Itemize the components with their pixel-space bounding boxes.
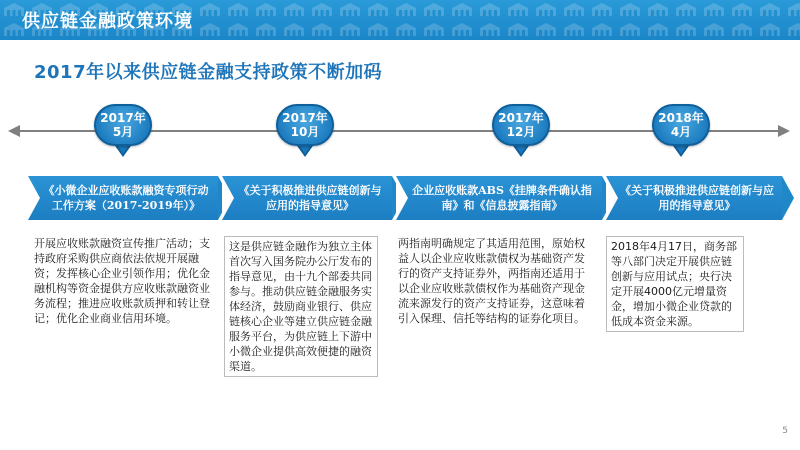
milestone-year: 2017年 — [282, 111, 328, 125]
milestone-description: 这是供应链金融作为独立主体首次写入国务院办公厅发布的指导意见，由十九个部委共同参与。推动供应链金融服务实体经济，鼓励商业银行、供应链核心企业等建立供应链金融服务平台，为供应链上下游中小微企业提供高效便捷的融资渠道。 — [224, 236, 378, 377]
timeline-arrow-left — [8, 125, 20, 137]
milestone-month: 4月 — [670, 125, 692, 139]
milestone-description: 2018年4月17日，商务部等八部门决定开展供应链创新与应用试点；央行决定开展4000亿元增量资金，增加小微企业贷款的低成本资金来源。 — [606, 236, 744, 332]
policy-title: 《关于积极推进供应链创新与应用的指导意见》 — [238, 184, 382, 212]
policy-box-4 — [606, 176, 782, 220]
milestone-date-bubble — [652, 104, 710, 146]
chevron-notch — [606, 176, 618, 220]
milestone-date-bubble — [492, 104, 550, 146]
chevron-point — [782, 176, 794, 220]
milestone-year: 2017年 — [498, 111, 544, 125]
policy-box-2 — [222, 176, 392, 220]
chevron-notch — [28, 176, 40, 220]
milestone-month: 10月 — [290, 125, 320, 139]
milestone-3 — [492, 104, 552, 158]
milestone-description: 两指南明确规定了其适用范围，原始权益人以企业应收账款债权为基础资产发行的资产支持证券外，两指南还适用于以企业应收账款债权作为基础资产现金流来源发行的资产支持证券，这意味着引入保理、信托等结构的证券化项目。 — [398, 237, 585, 325]
page-number: 5 — [782, 426, 788, 436]
policy-box-1 — [28, 176, 218, 220]
chevron-notch — [396, 176, 408, 220]
header-bar — [0, 0, 800, 40]
milestone-year: 2018年 — [658, 111, 704, 125]
milestone-month: 5月 — [112, 125, 134, 139]
milestone-year: 2017年 — [100, 111, 146, 125]
milestone-date-bubble — [276, 104, 334, 146]
timeline-arrow-right — [778, 125, 790, 137]
milestone-4 — [652, 104, 712, 158]
chevron-notch — [222, 176, 234, 220]
milestone-1 — [94, 104, 154, 158]
policy-title: 《小微企业应收账款融资专项行动工作方案（2017-2019年）》 — [43, 184, 209, 212]
section-subtitle: 2017年以来供应链金融支持政策不断加码 — [34, 62, 383, 83]
page-title: 供应链金融政策环境 — [22, 11, 193, 32]
milestone-date-bubble — [94, 104, 152, 146]
milestone-description: 开展应收账款融资宣传推广活动；支持政府采购供应商依法依规开展融资；发挥核心企业引领作用；优化金融机构等资金提供方应收账款融资业务流程；推进应收账款质押和转让登记；优化企业商业信用环境。 — [34, 237, 210, 325]
policy-title: 企业应收账款ABS《挂牌条件确认指南》和《信息披露指南》 — [412, 184, 592, 212]
milestone-2 — [276, 104, 336, 158]
policy-title: 《关于积极推进供应链创新与应用的指导意见》 — [620, 184, 774, 212]
milestone-month: 12月 — [506, 125, 536, 139]
policy-box-3 — [396, 176, 602, 220]
